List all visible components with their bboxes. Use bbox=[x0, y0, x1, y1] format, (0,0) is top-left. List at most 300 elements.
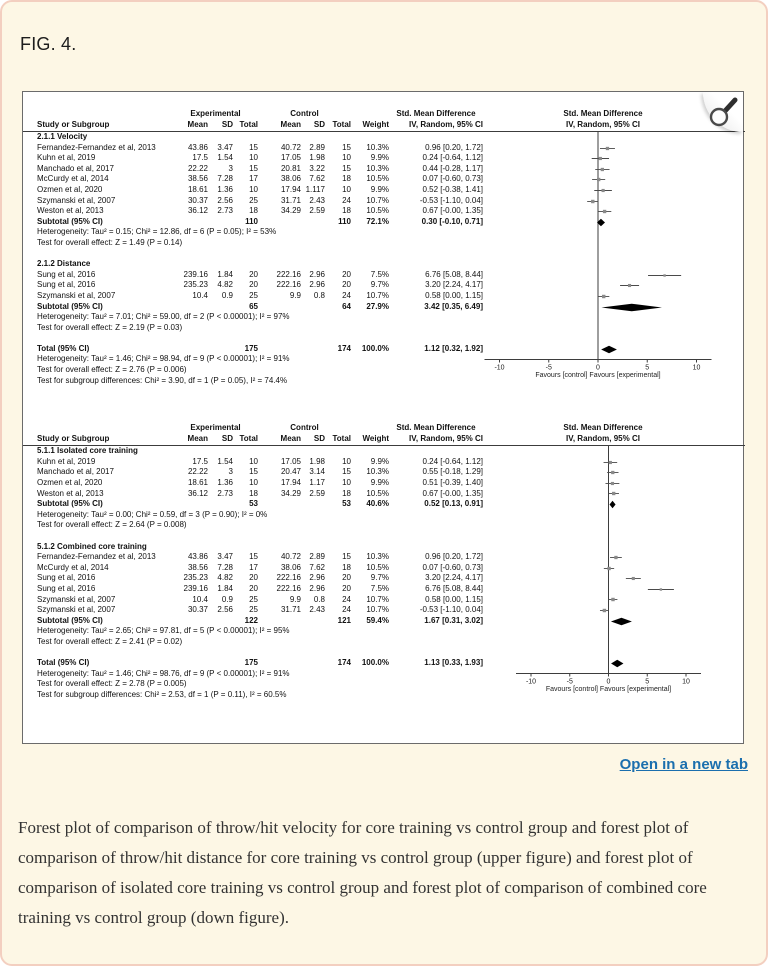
exp-total: 17 bbox=[249, 562, 258, 572]
exp-total: 25 bbox=[249, 594, 258, 604]
ctl-total: 10 bbox=[342, 153, 351, 163]
figure-label: FIG. 4. bbox=[20, 34, 77, 54]
stats-note: Test for subgroup differences: Chi² = 3.90, df = 1 (P = 0.05), I² = 74.4% bbox=[37, 375, 288, 385]
ctl-mean: 17.05 bbox=[280, 153, 301, 163]
study-name: Ozmen et al, 2020 bbox=[37, 478, 103, 488]
column-header: Total bbox=[239, 120, 258, 129]
pooled-label: Subtotal (95% CI) bbox=[37, 216, 103, 226]
study-name: Sung et al, 2016 bbox=[37, 269, 96, 279]
ci-text: 6.76 [5.08, 8.44] bbox=[425, 583, 483, 593]
exp-mean: 38.56 bbox=[187, 562, 208, 572]
stats-note: Heterogeneity: Tau² = 1.46; Chi² = 98.76, df = 9 (P < 0.00001); I² = 91% bbox=[37, 668, 290, 678]
exp-sd: 7.28 bbox=[217, 174, 233, 184]
weight: 100.0% bbox=[361, 658, 389, 668]
forest-graph bbox=[478, 422, 745, 700]
ctl-sd: 2.43 bbox=[309, 195, 325, 205]
exp-total: 17 bbox=[249, 174, 258, 184]
tick-label: 5 bbox=[645, 678, 650, 686]
ci-text: 0.24 [-0.64, 1.12] bbox=[422, 153, 483, 163]
forest-plot-lower bbox=[23, 422, 745, 700]
exp-total: 175 bbox=[244, 343, 258, 353]
pooled-diamond bbox=[610, 501, 616, 509]
study-name: Manchado et al, 2017 bbox=[37, 467, 114, 477]
tick-label: -10 bbox=[494, 364, 505, 372]
exp-total: 20 bbox=[249, 280, 258, 290]
exp-total: 10 bbox=[249, 456, 258, 466]
exp-mean: 30.37 bbox=[187, 605, 208, 615]
effect-marker bbox=[611, 598, 614, 601]
ctl-sd: 2.59 bbox=[309, 488, 325, 498]
study-name: Weston et al, 2013 bbox=[37, 206, 104, 216]
exp-total: 20 bbox=[249, 573, 258, 583]
stats-note: Test for overall effect: Z = 2.19 (P = 0.03) bbox=[37, 322, 183, 332]
study-name: Fernandez-Fernandez et al, 2013 bbox=[37, 142, 156, 152]
effect-marker bbox=[632, 577, 635, 580]
cell bbox=[301, 302, 325, 313]
ctl-total: 53 bbox=[342, 499, 351, 509]
exp-sd: 2.73 bbox=[217, 488, 233, 498]
effect-marker bbox=[660, 589, 662, 591]
ctl-sd: 1.117 bbox=[305, 184, 325, 194]
ci-text: 0.67 [-0.00, 1.35] bbox=[422, 488, 483, 498]
study-name: Szymanski et al, 2007 bbox=[37, 195, 116, 205]
effect-marker bbox=[603, 609, 606, 612]
exp-mean: 43.86 bbox=[187, 142, 208, 152]
figure-caption: Forest plot of comparison of throw/hit velocity for core training vs control group and forest plot of comparison of throw/hit distance for core training vs control group (upper figure) and forest plot of comparison of isolated core training vs control group and forest plot of comparison of combined core training vs control group (down figure). bbox=[18, 818, 707, 927]
exp-mean: 17.5 bbox=[192, 456, 208, 466]
study-name: Kuhn et al, 2019 bbox=[37, 153, 96, 163]
exp-total: 25 bbox=[249, 195, 258, 205]
study-name: Ozmen et al, 2020 bbox=[37, 184, 103, 194]
exp-sd: 3.47 bbox=[217, 552, 233, 562]
cell bbox=[301, 217, 325, 228]
effect-marker bbox=[611, 482, 614, 485]
cell bbox=[258, 217, 301, 228]
weight: 10.5% bbox=[366, 488, 389, 498]
exp-mean: 36.12 bbox=[187, 488, 208, 498]
cell bbox=[208, 344, 233, 355]
exp-mean: 239.16 bbox=[183, 583, 208, 593]
ctl-sd: 7.62 bbox=[309, 562, 325, 572]
ctl-mean: 38.06 bbox=[280, 562, 301, 572]
ctl-total: 10 bbox=[342, 184, 351, 194]
exp-mean: 235.23 bbox=[183, 280, 208, 290]
ctl-mean: 222.16 bbox=[276, 583, 301, 593]
effect-marker bbox=[614, 556, 617, 559]
ctl-sd: 2.96 bbox=[309, 280, 325, 290]
effect-marker bbox=[602, 295, 605, 298]
graph-header-line: IV, Random, 95% CI bbox=[566, 120, 640, 129]
weight: 9.9% bbox=[370, 478, 389, 488]
weight: 10.7% bbox=[366, 195, 389, 205]
zoom-figure-button[interactable] bbox=[703, 92, 743, 132]
cell bbox=[258, 302, 301, 313]
cell bbox=[301, 616, 325, 627]
column-header: Mean bbox=[187, 120, 208, 129]
ci-text: 0.24 [-0.64, 1.12] bbox=[422, 456, 483, 466]
exp-mean: 22.22 bbox=[187, 163, 208, 173]
cell bbox=[301, 499, 325, 510]
exp-total: 122 bbox=[244, 615, 258, 625]
exp-mean: 36.12 bbox=[187, 206, 208, 216]
exp-mean: 22.22 bbox=[187, 467, 208, 477]
weight: 9.9% bbox=[370, 184, 389, 194]
favours-label: Favours [control] Favours [experimental] bbox=[545, 686, 672, 694]
ctl-mean: 40.72 bbox=[280, 552, 301, 562]
ctl-total: 18 bbox=[342, 206, 351, 216]
study-name: Fernandez-Fernandez et al, 2013 bbox=[37, 552, 156, 562]
cell bbox=[208, 302, 233, 313]
ctl-total: 24 bbox=[342, 195, 351, 205]
weight: 9.7% bbox=[370, 280, 389, 290]
tick-label: -5 bbox=[545, 364, 552, 372]
ci-text: 0.58 [0.00, 1.15] bbox=[425, 594, 483, 604]
ctl-total: 20 bbox=[342, 573, 351, 583]
ctl-mean: 222.16 bbox=[276, 280, 301, 290]
smd-group-header: Std. Mean Difference bbox=[396, 423, 476, 433]
stats-note: Test for overall effect: Z = 2.76 (P = 0.006) bbox=[37, 365, 187, 375]
ci-text: 0.51 [-0.39, 1.40] bbox=[422, 478, 483, 488]
cell bbox=[258, 658, 301, 669]
ctl-sd: 2.59 bbox=[309, 206, 325, 216]
ci-text: 0.07 [-0.60, 0.73] bbox=[422, 174, 483, 184]
tick-label: 10 bbox=[692, 364, 701, 372]
exp-sd: 1.84 bbox=[217, 269, 233, 279]
ctl-total: 24 bbox=[342, 605, 351, 615]
cell bbox=[173, 302, 208, 313]
exp-sd: 3 bbox=[228, 163, 233, 173]
ctl-mean: 34.29 bbox=[280, 488, 301, 498]
study-name: Szymanski et al, 2007 bbox=[37, 594, 116, 604]
ctl-sd: 2.96 bbox=[309, 269, 325, 279]
weight: 10.5% bbox=[366, 206, 389, 216]
cell bbox=[208, 616, 233, 627]
ci-text: 0.55 [-0.18, 1.29] bbox=[422, 467, 483, 477]
exp-sd: 0.9 bbox=[221, 594, 233, 604]
pooled-label: Subtotal (95% CI) bbox=[37, 301, 103, 311]
weight: 10.7% bbox=[366, 605, 389, 615]
weight: 10.7% bbox=[366, 290, 389, 300]
effect-marker bbox=[611, 471, 614, 474]
ctl-sd: 1.98 bbox=[309, 456, 325, 466]
tick-label: 5 bbox=[645, 364, 650, 372]
column-header: Total bbox=[332, 434, 351, 444]
pooled-diamond bbox=[611, 660, 623, 668]
ci-text: 1.13 [0.33, 1.93] bbox=[424, 658, 483, 668]
cell bbox=[173, 658, 208, 669]
exp-mean: 18.61 bbox=[187, 184, 208, 194]
magnifier-icon bbox=[703, 92, 743, 132]
cell bbox=[258, 499, 301, 510]
stats-note: Test for overall effect: Z = 2.78 (P = 0.005) bbox=[37, 679, 187, 689]
exp-total: 25 bbox=[249, 290, 258, 300]
exp-sd: 2.56 bbox=[217, 195, 233, 205]
study-name: Sung et al, 2016 bbox=[37, 573, 96, 583]
column-header: SD bbox=[221, 434, 233, 444]
effect-marker bbox=[591, 200, 594, 203]
subgroup-title: 2.1.2 Distance bbox=[37, 259, 91, 269]
study-name: Kuhn et al, 2019 bbox=[37, 456, 96, 466]
subgroup-title: 2.1.1 Velocity bbox=[37, 132, 88, 141]
pooled-diamond bbox=[601, 346, 617, 354]
exp-total: 18 bbox=[249, 206, 258, 216]
exp-total: 10 bbox=[249, 478, 258, 488]
exp-total: 18 bbox=[249, 488, 258, 498]
study-name: Weston et al, 2013 bbox=[37, 488, 104, 498]
ctl-sd: 2.43 bbox=[309, 605, 325, 615]
exp-mean: 18.61 bbox=[187, 478, 208, 488]
exp-total: 15 bbox=[249, 467, 258, 477]
exp-mean: 239.16 bbox=[183, 269, 208, 279]
stats-note: Heterogeneity: Tau² = 1.46; Chi² = 98.94, df = 9 (P < 0.00001); I² = 91% bbox=[37, 354, 290, 364]
tick-label: 0 bbox=[606, 678, 611, 686]
column-header: Weight bbox=[362, 120, 389, 129]
weight: 9.7% bbox=[370, 573, 389, 583]
effect-marker bbox=[663, 274, 665, 276]
graph-header-line: IV, Random, 95% CI bbox=[566, 434, 640, 444]
ci-text: 0.07 [-0.60, 0.73] bbox=[422, 562, 483, 572]
ci-text: 3.42 [0.35, 6.49] bbox=[424, 301, 483, 311]
pooled-label: Total (95% CI) bbox=[37, 658, 90, 668]
exp-sd: 1.84 bbox=[217, 583, 233, 593]
exp-total: 110 bbox=[245, 216, 258, 226]
ci-text: 3.20 [2.24, 4.17] bbox=[425, 573, 483, 583]
ctl-total: 174 bbox=[337, 343, 351, 353]
subgroup-title: 5.1.2 Combined core training bbox=[37, 541, 147, 551]
ctl-total: 18 bbox=[342, 562, 351, 572]
exp-mean: 10.4 bbox=[192, 594, 208, 604]
ctl-total: 110 bbox=[338, 216, 351, 226]
ci-text: 6.76 [5.08, 8.44] bbox=[425, 269, 483, 279]
weight: 10.5% bbox=[366, 174, 389, 184]
exp-total: 15 bbox=[249, 552, 258, 562]
ctl-total: 24 bbox=[342, 594, 351, 604]
ctl-total: 18 bbox=[342, 488, 351, 498]
ctl-total: 18 bbox=[342, 174, 351, 184]
exp-total: 53 bbox=[249, 499, 258, 509]
ctl-sd: 0.8 bbox=[313, 290, 325, 300]
ctl-total: 15 bbox=[342, 142, 351, 152]
cell bbox=[301, 344, 325, 355]
ctl-mean: 9.9 bbox=[289, 290, 301, 300]
graph-header-line: Std. Mean Difference bbox=[563, 109, 643, 118]
ctl-mean: 17.05 bbox=[280, 456, 301, 466]
stats-note: Heterogeneity: Tau² = 0.00; Chi² = 0.59, df = 3 (P = 0.90); I² = 0% bbox=[37, 509, 268, 519]
stats-note: Test for overall effect: Z = 1.49 (P = 0.14) bbox=[37, 237, 183, 247]
exp-sd: 1.36 bbox=[217, 184, 233, 194]
column-header: IV, Random, 95% CI bbox=[409, 120, 483, 129]
effect-marker bbox=[628, 284, 631, 287]
column-header: SD bbox=[221, 120, 233, 129]
ctl-total: 10 bbox=[342, 478, 351, 488]
tick-label: -5 bbox=[566, 678, 573, 686]
tick-label: 10 bbox=[682, 678, 690, 686]
exp-total: 20 bbox=[249, 269, 258, 279]
effect-marker bbox=[606, 147, 609, 150]
ci-text: -0.53 [-1.10, 0.04] bbox=[419, 605, 483, 615]
exp-sd: 1.54 bbox=[217, 153, 233, 163]
weight: 72.1% bbox=[366, 216, 389, 226]
exp-mean: 38.56 bbox=[187, 174, 208, 184]
exp-sd: 2.73 bbox=[217, 206, 233, 216]
weight: 10.5% bbox=[366, 562, 389, 572]
control-group-header: Control bbox=[290, 109, 319, 118]
ctl-total: 15 bbox=[342, 467, 351, 477]
graph-header-line: Std. Mean Difference bbox=[563, 423, 643, 433]
experimental-group-header: Experimental bbox=[190, 423, 241, 433]
pooled-diamond bbox=[611, 618, 632, 626]
exp-sd: 4.82 bbox=[217, 280, 233, 290]
pooled-label: Subtotal (95% CI) bbox=[37, 499, 103, 509]
ctl-sd: 2.89 bbox=[309, 142, 325, 152]
exp-mean: 17.5 bbox=[192, 153, 208, 163]
stats-note: Heterogeneity: Tau² = 0.15; Chi² = 12.86, df = 6 (P = 0.05); I² = 53% bbox=[37, 227, 277, 237]
study-name: Sung et al, 2016 bbox=[37, 583, 96, 593]
study-name: McCurdy et al, 2014 bbox=[37, 562, 109, 572]
exp-sd: 2.56 bbox=[217, 605, 233, 615]
exp-total: 25 bbox=[249, 605, 258, 615]
ci-text: 0.52 [-0.38, 1.41] bbox=[422, 184, 483, 194]
ci-text: 0.30 [-0.10, 0.71] bbox=[421, 216, 483, 226]
ctl-sd: 3.14 bbox=[309, 467, 325, 477]
ctl-total: 20 bbox=[342, 280, 351, 290]
ctl-mean: 20.81 bbox=[280, 163, 301, 173]
exp-mean: 43.86 bbox=[187, 552, 208, 562]
ctl-total: 15 bbox=[342, 552, 351, 562]
experimental-group-header: Experimental bbox=[190, 109, 241, 118]
cell bbox=[301, 658, 325, 669]
weight: 27.9% bbox=[366, 301, 389, 311]
ctl-sd: 2.89 bbox=[309, 552, 325, 562]
study-name: McCurdy et al, 2014 bbox=[37, 174, 109, 184]
effect-marker bbox=[607, 567, 610, 570]
ctl-mean: 9.9 bbox=[289, 594, 301, 604]
weight: 10.3% bbox=[366, 142, 389, 152]
ctl-mean: 31.71 bbox=[280, 195, 301, 205]
exp-total: 175 bbox=[244, 658, 258, 668]
effect-marker bbox=[602, 189, 605, 192]
ci-text: 0.96 [0.20, 1.72] bbox=[425, 552, 483, 562]
ctl-sd: 7.62 bbox=[309, 174, 325, 184]
weight: 59.4% bbox=[366, 615, 389, 625]
exp-sd: 3.47 bbox=[217, 142, 233, 152]
effect-marker bbox=[601, 168, 604, 171]
cell bbox=[208, 499, 233, 510]
column-header: Mean bbox=[280, 434, 301, 444]
ctl-sd: 1.17 bbox=[309, 478, 325, 488]
ctl-total: 10 bbox=[342, 456, 351, 466]
weight: 10.7% bbox=[366, 594, 389, 604]
ctl-sd: 2.96 bbox=[309, 583, 325, 593]
cell bbox=[173, 217, 208, 228]
cell bbox=[258, 344, 301, 355]
column-header: Total bbox=[239, 434, 258, 444]
stats-note: Heterogeneity: Tau² = 2.65; Chi² = 97.81, df = 5 (P < 0.00001); I² = 95% bbox=[37, 626, 290, 636]
exp-mean: 10.4 bbox=[192, 290, 208, 300]
ctl-mean: 31.71 bbox=[280, 605, 301, 615]
forest-graph bbox=[478, 108, 745, 386]
ctl-sd: 1.98 bbox=[309, 153, 325, 163]
ctl-mean: 17.94 bbox=[280, 478, 301, 488]
subgroup-title: 5.1.1 Isolated core training bbox=[37, 446, 138, 456]
cell bbox=[208, 217, 233, 228]
ctl-total: 121 bbox=[337, 615, 351, 625]
tick-label: 0 bbox=[596, 364, 600, 372]
weight: 10.3% bbox=[366, 163, 389, 173]
ci-text: 0.44 [-0.28, 1.17] bbox=[422, 163, 483, 173]
weight: 40.6% bbox=[366, 499, 389, 509]
spacer bbox=[37, 422, 173, 433]
study-name: Szymanski et al, 2007 bbox=[37, 605, 116, 615]
ci-text: -0.53 [-1.10, 0.04] bbox=[419, 195, 483, 205]
exp-total: 15 bbox=[249, 163, 258, 173]
forest-plot-upper bbox=[23, 108, 745, 386]
weight: 100.0% bbox=[361, 343, 389, 353]
study-name: Sung et al, 2016 bbox=[37, 280, 96, 290]
exp-total: 20 bbox=[249, 583, 258, 593]
open-in-new-tab-link[interactable]: Open in a new tab bbox=[619, 756, 748, 773]
exp-sd: 1.54 bbox=[217, 456, 233, 466]
effect-marker bbox=[612, 492, 615, 495]
weight: 10.3% bbox=[366, 467, 389, 477]
column-header: IV, Random, 95% CI bbox=[409, 434, 483, 444]
ci-text: 1.12 [0.32, 1.92] bbox=[424, 343, 483, 353]
pooled-label: Total (95% CI) bbox=[37, 343, 90, 353]
spacer bbox=[37, 108, 173, 119]
cell bbox=[173, 616, 208, 627]
study-name: Szymanski et al, 2007 bbox=[37, 290, 116, 300]
effect-marker bbox=[609, 461, 612, 464]
ctl-mean: 34.29 bbox=[280, 206, 301, 216]
ctl-total: 20 bbox=[342, 269, 351, 279]
ctl-total: 15 bbox=[342, 163, 351, 173]
ctl-mean: 40.72 bbox=[280, 142, 301, 152]
ctl-mean: 222.16 bbox=[276, 269, 301, 279]
cell bbox=[173, 499, 208, 510]
exp-total: 15 bbox=[249, 142, 258, 152]
favours-label: Favours [control] Favours [experimental] bbox=[535, 372, 661, 379]
ctl-sd: 0.8 bbox=[313, 594, 325, 604]
weight: 9.9% bbox=[370, 153, 389, 163]
figure-image bbox=[22, 91, 744, 744]
ci-text: 3.20 [2.24, 4.17] bbox=[425, 280, 483, 290]
column-header: SD bbox=[313, 434, 325, 444]
smd-group-header: Std. Mean Difference bbox=[396, 109, 476, 118]
ci-text: 0.52 [0.13, 0.91] bbox=[424, 499, 483, 509]
exp-total: 10 bbox=[249, 184, 258, 194]
study-name: Manchado et al, 2017 bbox=[37, 163, 114, 173]
exp-total: 10 bbox=[249, 153, 258, 163]
ctl-mean: 222.16 bbox=[276, 573, 301, 583]
ctl-sd: 3.22 bbox=[309, 163, 325, 173]
effect-marker bbox=[603, 210, 606, 213]
column-header: Study or Subgroup bbox=[37, 120, 110, 129]
ctl-mean: 20.47 bbox=[280, 467, 301, 477]
exp-mean: 235.23 bbox=[183, 573, 208, 583]
weight: 7.5% bbox=[370, 269, 389, 279]
exp-total: 65 bbox=[249, 301, 258, 311]
ctl-total: 174 bbox=[337, 658, 351, 668]
ctl-mean: 17.94 bbox=[280, 184, 301, 194]
column-header: SD bbox=[313, 120, 325, 129]
weight: 9.9% bbox=[370, 456, 389, 466]
cell bbox=[258, 616, 301, 627]
ci-text: 0.58 [0.00, 1.15] bbox=[425, 290, 483, 300]
stats-note: Test for subgroup differences: Chi² = 2.53, df = 1 (P = 0.11), I² = 60.5% bbox=[37, 689, 287, 699]
ci-text: 0.96 [0.20, 1.72] bbox=[425, 142, 483, 152]
tick-label: -10 bbox=[525, 678, 537, 686]
effect-marker bbox=[599, 157, 602, 160]
